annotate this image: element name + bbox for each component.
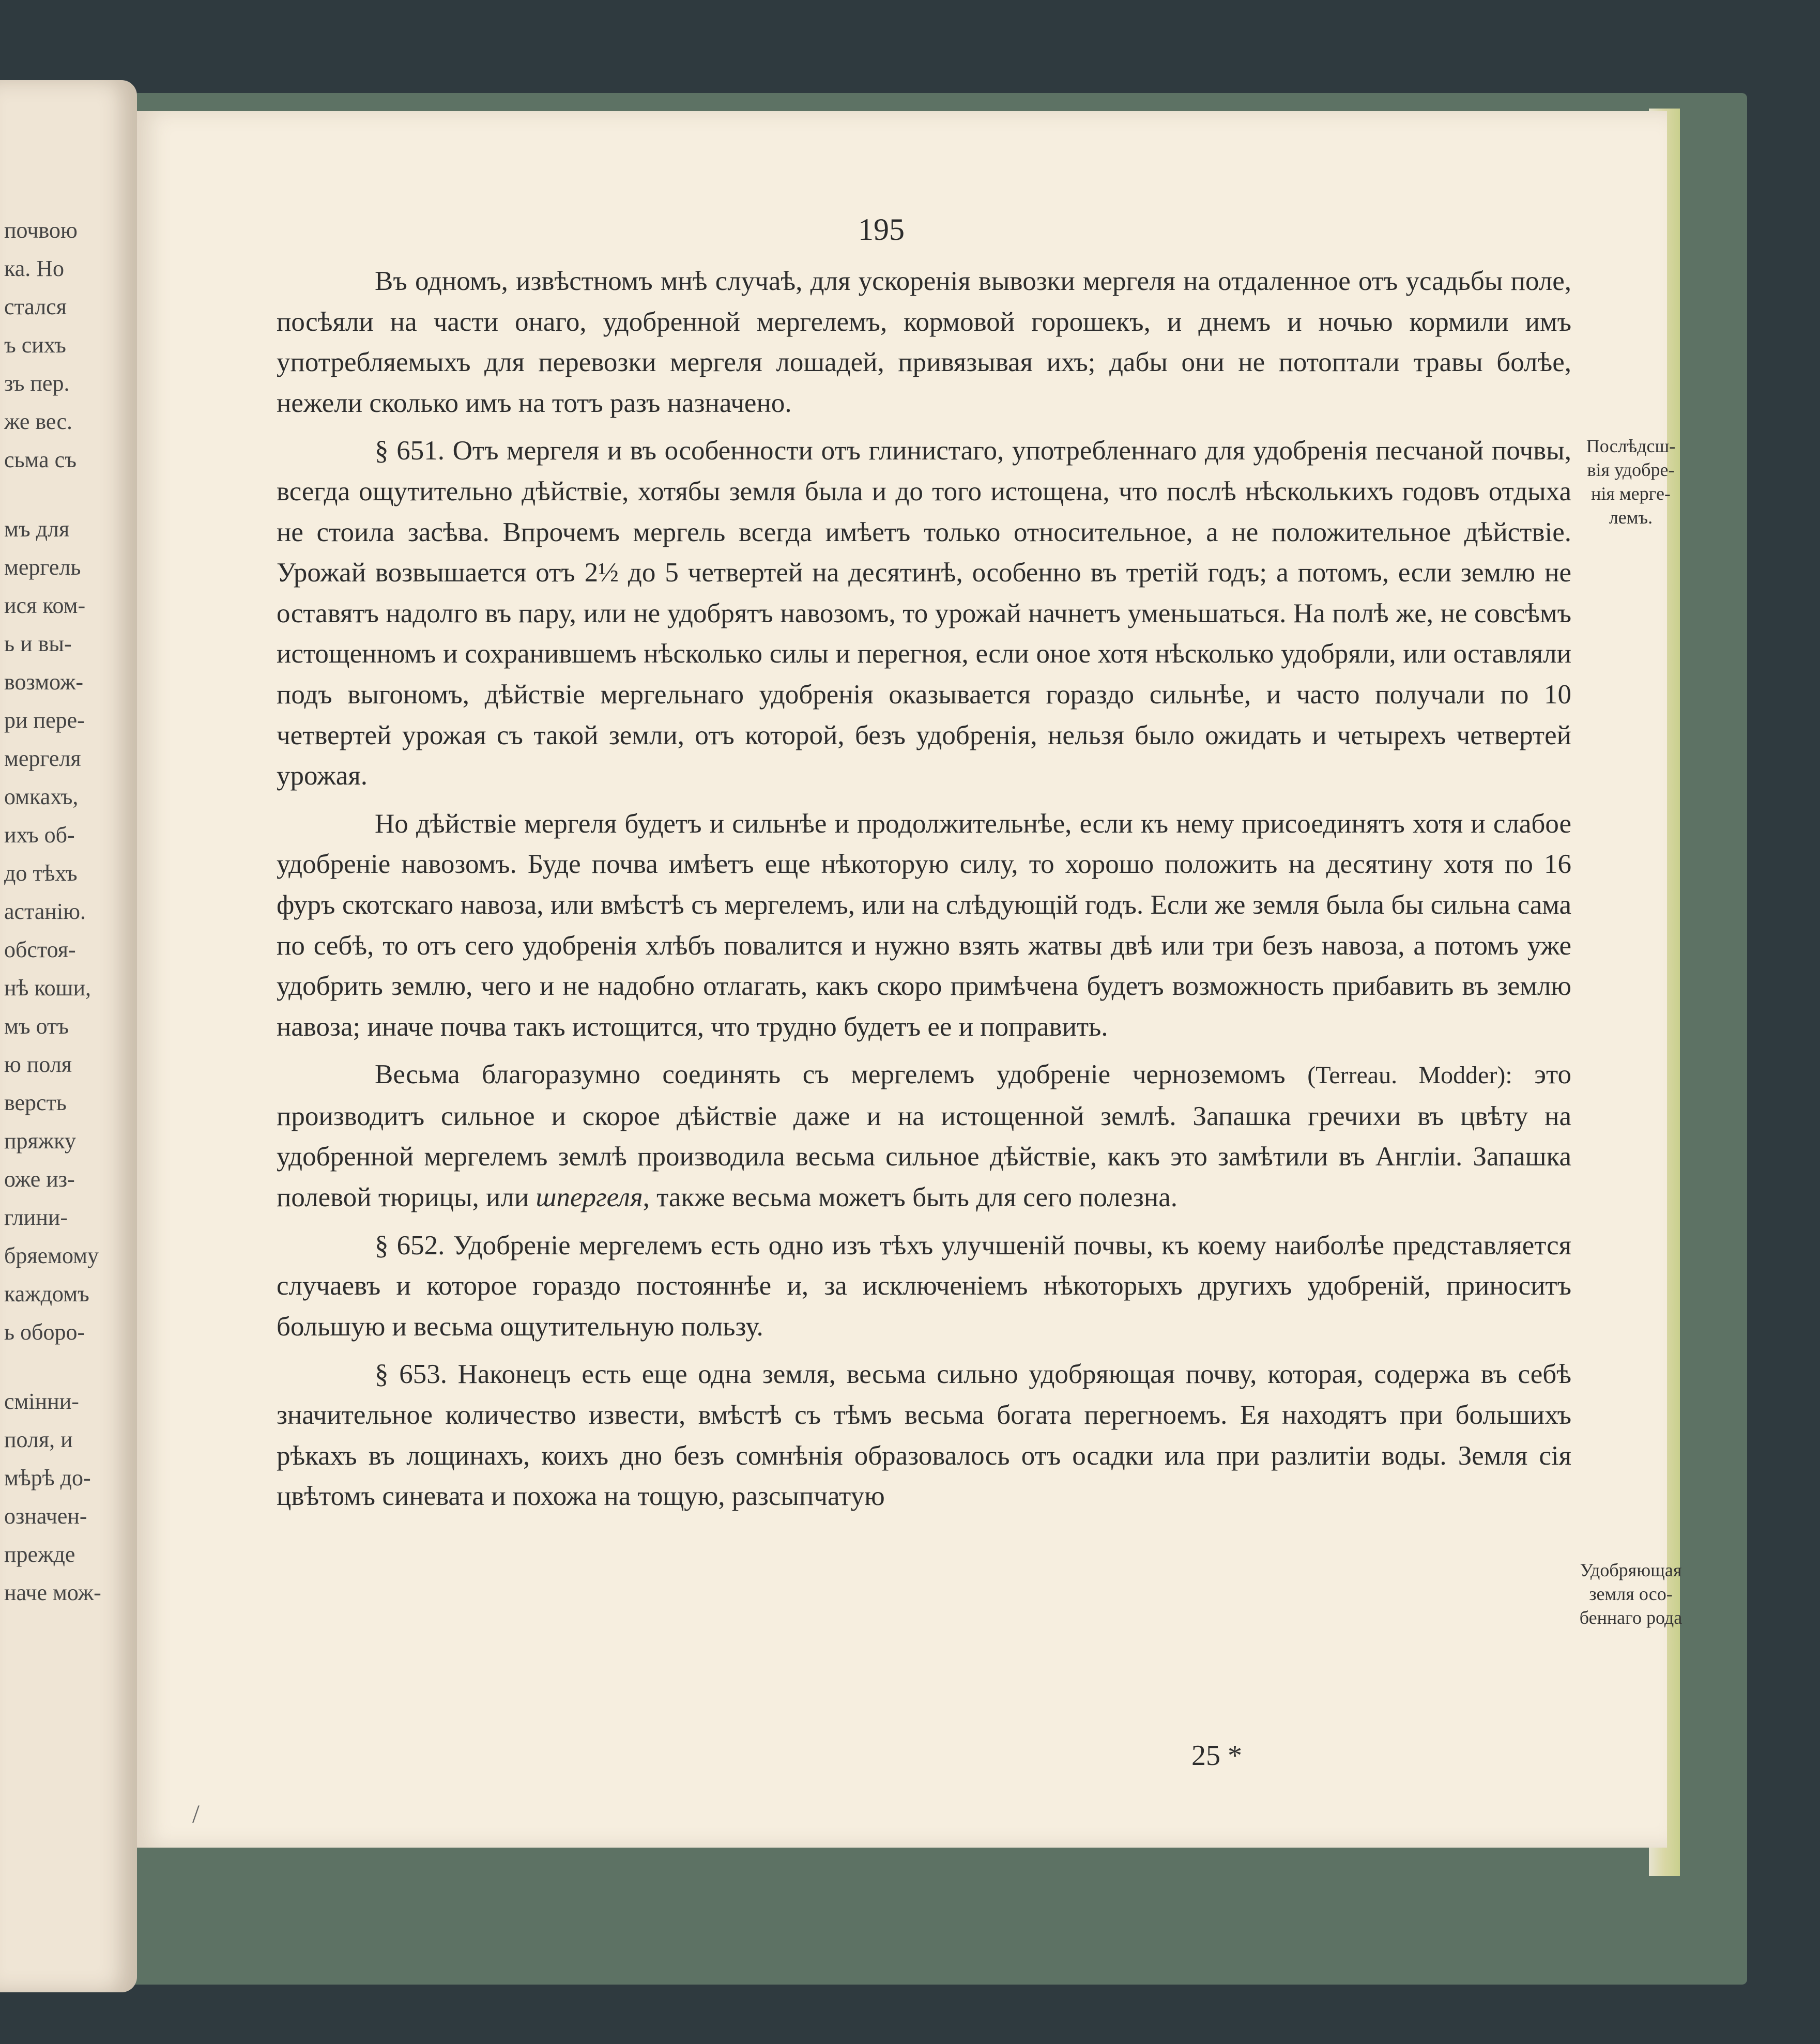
facing-page-fragment: смінни-	[4, 1389, 79, 1414]
facing-page-fragment: до тѣхъ	[4, 860, 78, 886]
facing-page-fragment: мъ отъ	[4, 1013, 69, 1039]
facing-page-fragment: ю поля	[4, 1052, 72, 1077]
signature-mark: 25 *	[1191, 1740, 1242, 1772]
italic-term: шпергеля	[536, 1182, 643, 1213]
page-number: 195	[858, 212, 905, 247]
facing-page-fragment: наче мож-	[4, 1580, 101, 1605]
facing-page-fragment: зъ пер.	[4, 371, 70, 396]
facing-page	[0, 80, 137, 1992]
facing-page-fragment: ихъ об-	[4, 822, 75, 848]
facing-page-fragment: прежде	[4, 1542, 75, 1567]
paragraph-4	[277, 1054, 1571, 1218]
paragraph-4-part-a: Весьма благоразумно соединять съ мергелемъ удобреніе черноземомъ	[375, 1059, 1286, 1090]
facing-page-fragment: глини-	[4, 1205, 68, 1230]
facing-page-fragment: ка. Но	[4, 256, 65, 281]
paragraph-4-part-c: , также весьма можетъ быть для сего полезна.	[643, 1182, 1177, 1213]
facing-page-fragment: ь и вы-	[4, 631, 72, 656]
facing-page-fragment: каждомъ	[4, 1281, 89, 1307]
paragraph-653: § 653. Наконецъ есть еще одна земля, весьма сильно удобряющая почву, которая, содержа въ себѣ значительное количество извести, вмѣстѣ съ тѣмъ весьма богата перегноемъ. Ея находятъ при большихъ рѣкахъ въ лощинахъ, коихъ дно безъ сомнѣнія образовалось отъ осадки ила при разлитіи воды. Земля сія цвѣтомъ синевата и похожа на тощую, разсыпчатую	[277, 1359, 1571, 1512]
facing-page-fragment: поля, и	[4, 1427, 73, 1452]
paragraph-651: § 651. Отъ мергеля и въ особенности отъ глинистаго, употребленнаго для удобренія песчаной почвы, всегда ощутительно дѣйствіе, хотябы земля была и до того истощена, что послѣ нѣсколькихъ годовъ отдыха не стоила засѣва. Впрочемъ мергель всегда имѣетъ только относительное, а не положительное дѣйствіе. Урожай возвышается отъ 2½ до 5 четвертей на десятинѣ, особенно въ третій годъ; а потомъ, если землю не оставятъ надолго въ пару, или не удобрятъ навозомъ, то урожай начнетъ уменьшаться. На полѣ же, не совсѣмъ истощенномъ и сохранившемъ нѣсколько силы и перегноя, если оное хотя нѣсколько удобряли, или оставляли подъ выгономъ, дѣйствіе мергельнаго удобренія оказывается гораздо сильнѣе, и часто получали по 10 четвертей урожая съ такой земли, отъ которой, безъ удобренія, нельзя было ожидать и четырехъ четвертей урожая.	[277, 436, 1571, 791]
facing-page-fragment: ися ком-	[4, 593, 86, 618]
facing-page-fragment: пряжку	[4, 1128, 76, 1154]
facing-page-fragment: ри пере-	[4, 708, 85, 733]
facing-page-fragment: сьма съ	[4, 447, 77, 472]
facing-page-fragment: ь оборо-	[4, 1319, 85, 1345]
facing-page-fragment: оже из-	[4, 1166, 75, 1192]
facing-page-fragment: мъ для	[4, 516, 70, 542]
paragraph-4-part-b: это производитъ сильное и скорое дѣйствіе даже и на истощенной землѣ. Запашка гречихи въ цвѣту на удобренной мергелемъ землѣ производила весьма сильное дѣйствіе, какъ это замѣтили въ Англіи. Запашка полевой тюрицы, или	[277, 1059, 1572, 1213]
facing-page-fragment: мергель	[4, 555, 81, 580]
facing-page-fragment: почвою	[4, 218, 78, 243]
paragraph-1: Въ одномъ, извѣстномъ мнѣ случаѣ, для ускоренія вывозки мергеля на отдаленное отъ усадьбы поле, посѣяли на части онаго, удобренной мергелемъ, кормовой горошекъ, и днемъ и ночью кормили имъ употребляемыхъ для перевозки мергеля лошадей, привязывая ихъ; дабы они не потоптали травы болѣе, нежели сколько имъ на тотъ разъ назначено.	[277, 266, 1571, 418]
facing-page-fragment: же вес.	[4, 409, 73, 434]
facing-page-fragment: возмож-	[4, 669, 84, 695]
book-page	[137, 111, 1683, 1848]
marginal-note-special-earth: Удобряющая земля осо-беннаго рода	[1579, 1560, 1683, 1628]
facing-page-fragment: ъ сихъ	[4, 332, 66, 358]
paragraph-652: § 652. Удобреніе мергелемъ есть одно изъ тѣхъ улучшеній почвы, къ коему наиболѣе представляется случаевъ и которое гораздо постояннѣе и, за исключеніемъ нѣкоторыхъ другихъ удобреній, приноситъ большую и весьма ощутительную пользу.	[277, 1230, 1571, 1342]
paragraph-3: Но дѣйствіе мергеля будетъ и сильнѣе и продолжительнѣе, если къ нему присоединятъ хотя и слабое удобреніе навозомъ. Буде почва имѣетъ еще нѣкоторую силу, то хорошо положить на десятину хотя по 16 фуръ скотскаго навоза, или вмѣстѣ съ мергелемъ, или на слѣдующій годъ. Если же земля была бы сильна сама по себѣ, то отъ сего удобренія хлѣбъ повалится и нужно взять жатвы двѣ или три безъ навоза, а потомъ уже удобрить землю, чего и не надобно отлагать, какъ скоро примѣчена будетъ возможность прибавить въ землю навоза; иначе почва такъ истощится, что трудно будетъ ее и поправить.	[277, 808, 1571, 1042]
stray-mark: /	[192, 1799, 200, 1828]
facing-page-fragment: бряемому	[4, 1243, 99, 1268]
page-body	[277, 261, 1571, 1524]
facing-page-fragment: омкахъ,	[4, 784, 79, 809]
facing-page-fragment: мергеля	[4, 746, 81, 771]
facing-page-fragment: астанію.	[4, 899, 86, 924]
facing-page-fragment: стался	[4, 294, 67, 319]
marginal-note-consequences: Послѣдсш-вія удобре-нія мерге-лемъ.	[1586, 436, 1676, 528]
latin-term: (Terreau. Modder):	[1307, 1062, 1512, 1089]
facing-page-fragment: мѣрѣ до-	[4, 1465, 91, 1490]
facing-page-fragment: нѣ коши,	[4, 975, 91, 1001]
facing-page-fragment: обстоя-	[4, 937, 76, 962]
facing-page-fragment: версть	[4, 1090, 67, 1115]
facing-page-fragment: означен-	[4, 1503, 87, 1529]
